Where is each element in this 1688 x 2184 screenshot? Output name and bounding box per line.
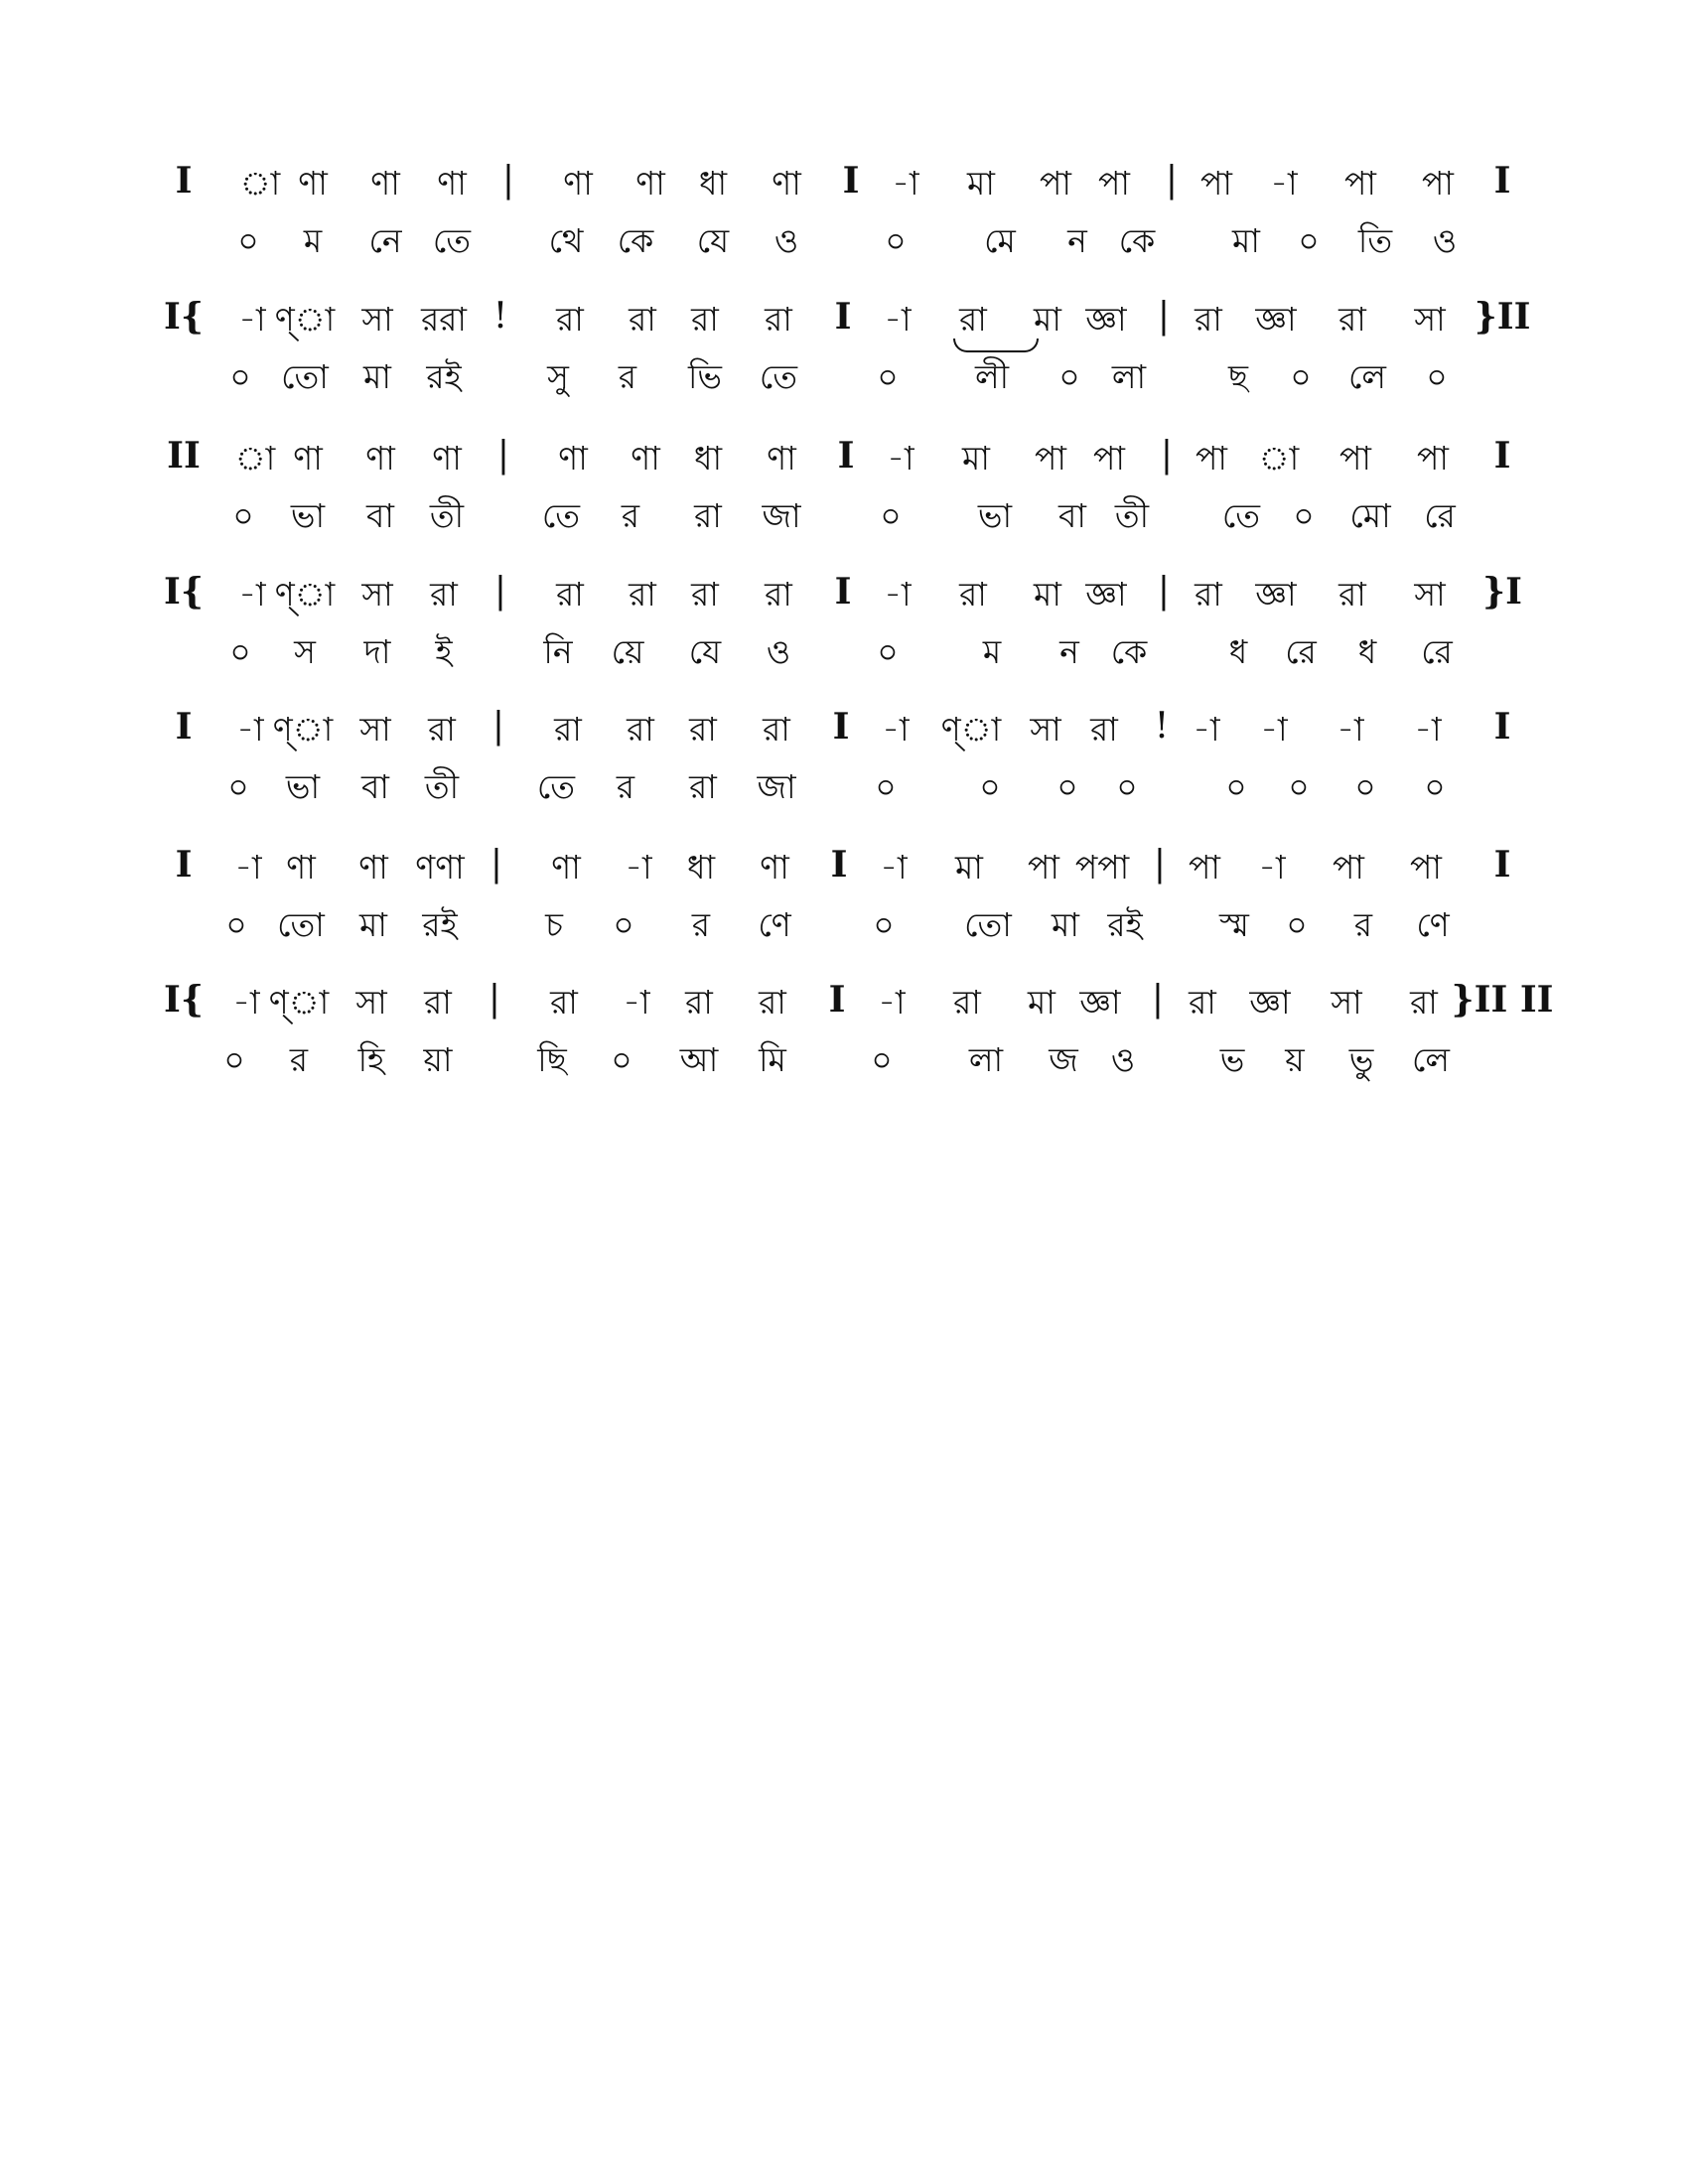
lyric-syllable: নে xyxy=(368,221,402,260)
stanza-6 xyxy=(0,844,1688,990)
lyric-syllable: ভা xyxy=(290,496,326,535)
notation-note: -া xyxy=(1260,710,1288,749)
lyric-syllable: ম xyxy=(982,632,1002,671)
lyric-syllable: মা xyxy=(1232,221,1260,260)
bar-line: | xyxy=(492,706,505,747)
lyric-syllable: ০ xyxy=(873,905,895,944)
lyric-syllable: ভ xyxy=(1219,1040,1245,1079)
notation-note: -া xyxy=(232,983,260,1022)
lyric-syllable: জা xyxy=(757,767,796,806)
notation-note: -া xyxy=(1258,848,1286,887)
bar-line: I xyxy=(1493,160,1511,202)
lyric-syllable: ণে xyxy=(758,905,791,944)
notation-note: মা xyxy=(1034,575,1061,614)
bar-line: | xyxy=(1165,160,1179,201)
lyric-syllable: আ xyxy=(679,1040,719,1079)
lyric-syllable: হি xyxy=(357,1040,385,1079)
notation-note: -া xyxy=(625,848,652,887)
lyric-syllable: ভু xyxy=(1348,1040,1374,1079)
notation-note: পা xyxy=(1040,164,1071,203)
bar-line: I xyxy=(832,706,850,748)
lyric-syllable: রই xyxy=(422,905,458,944)
notation-note: রা xyxy=(691,300,719,339)
notation-note: সা xyxy=(361,300,393,339)
notation-note: ণা xyxy=(551,848,581,887)
notation-note: রা xyxy=(763,710,790,749)
notation-note: ণা xyxy=(293,439,323,478)
lyric-syllable: ও xyxy=(1432,221,1458,260)
lyric-syllable: লী xyxy=(974,357,1010,396)
lyric-syllable: মে xyxy=(984,221,1016,260)
notation-note: রা xyxy=(685,983,713,1022)
notation-note: -া xyxy=(623,983,650,1022)
notation-note: -া xyxy=(1336,710,1364,749)
lyric-syllable: তী xyxy=(1114,496,1150,535)
lyric-syllable: তে xyxy=(759,357,798,396)
notation-note: সা xyxy=(359,710,391,749)
bar-line: | xyxy=(501,160,515,201)
notation-note: -া xyxy=(882,710,910,749)
notation-note: রা xyxy=(765,300,792,339)
bar-line: I{ xyxy=(164,571,204,613)
notation-note: সা xyxy=(1414,300,1446,339)
lyric-syllable: ০ xyxy=(1298,221,1320,260)
notation-note: ণা xyxy=(772,164,801,203)
notation-note: পা xyxy=(1417,439,1449,478)
lyric-syllable: ভা xyxy=(977,496,1013,535)
lyric-syllable: রা xyxy=(694,496,722,535)
notation-note: ণা xyxy=(358,848,388,887)
bar-line: }II xyxy=(1474,296,1531,338)
lyric-syllable: যে xyxy=(696,221,730,260)
lyric-syllable: ভা xyxy=(285,767,321,806)
notation-note: রা xyxy=(550,983,578,1022)
notation-note: রা xyxy=(1338,300,1366,339)
notation-note: -া xyxy=(892,164,919,203)
lyric-syllable: চ xyxy=(545,905,563,944)
lyric-syllable: তি xyxy=(1357,221,1393,260)
notation-note: ধা xyxy=(693,439,723,478)
notation-note: ণা xyxy=(365,439,395,478)
notation-note: মা xyxy=(1034,300,1061,339)
bar-line: | xyxy=(490,844,503,885)
notation-note: রা xyxy=(629,300,656,339)
notation-note: রা xyxy=(1195,575,1222,614)
lyric-syllable: মো xyxy=(1349,496,1391,535)
notation-note: া xyxy=(1258,439,1300,478)
notation-note: -া xyxy=(236,710,264,749)
lyric-syllable: লা xyxy=(968,1040,1004,1079)
notation-note: ণা xyxy=(760,848,789,887)
notation-note: ণণা xyxy=(415,848,465,887)
lyric-syllable: রা xyxy=(689,767,717,806)
notation-note: -া xyxy=(238,575,266,614)
notation-note: মা xyxy=(955,848,983,887)
lyric-syllable: য়া xyxy=(423,1040,453,1079)
bar-line: I xyxy=(175,844,193,886)
bar-line: I xyxy=(842,160,860,202)
notation-note: পা xyxy=(1200,164,1232,203)
notation-note: রা xyxy=(428,710,456,749)
notation-note: মা xyxy=(1028,983,1055,1022)
lyric-syllable: র xyxy=(621,496,640,535)
lyric-syllable: বা xyxy=(361,767,389,806)
lyric-syllable: য়ে xyxy=(611,632,644,671)
bar-line: I{ xyxy=(164,296,204,338)
notation-note: পা xyxy=(1344,164,1376,203)
notation-note: রা xyxy=(1090,710,1118,749)
lyric-syllable: ০ xyxy=(1426,357,1448,396)
lyric-syllable: ০ xyxy=(875,767,897,806)
lyric-syllable: রই xyxy=(1107,905,1143,944)
bar-line: }I xyxy=(1482,571,1522,613)
lyric-syllable: মা xyxy=(1052,905,1079,944)
notation-note: ণা xyxy=(558,439,588,478)
lyric-syllable: স্ম xyxy=(1219,905,1249,944)
stanza-7 xyxy=(0,979,1688,1125)
notation-note: রা xyxy=(424,983,452,1022)
notation-note: রা xyxy=(1338,575,1366,614)
notation-note: ধা xyxy=(698,164,728,203)
lyric-syllable: ন xyxy=(1067,221,1087,260)
lyric-syllable: রই xyxy=(426,357,462,396)
lyric-syllable: ছ xyxy=(1228,357,1248,396)
notation-note: -া xyxy=(878,983,906,1022)
lyric-syllable: তী xyxy=(429,496,465,535)
notation-note: ণা xyxy=(437,164,467,203)
notation-note: রা xyxy=(554,710,582,749)
lyric-syllable: ও xyxy=(774,221,799,260)
notation-note: জ্ঞা xyxy=(1249,983,1291,1022)
lyric-syllable: রে xyxy=(1421,632,1453,671)
bar-line: I xyxy=(830,844,848,886)
lyric-syllable: জ xyxy=(1049,1040,1078,1079)
lyric-syllable: ০ xyxy=(871,1040,893,1079)
notation-note: জ্ঞা xyxy=(1255,300,1297,339)
lyric-syllable: তে xyxy=(432,221,472,260)
lyric-syllable: লে xyxy=(1412,1040,1450,1079)
lyric-syllable: ধ xyxy=(1228,632,1248,671)
lyric-syllable: ০ xyxy=(877,632,899,671)
lyric-syllable: ও xyxy=(1110,1040,1136,1079)
stanza-4 xyxy=(0,571,1688,717)
notation-note: সা xyxy=(361,575,393,614)
lyric-syllable: ০ xyxy=(1288,767,1310,806)
lyric-syllable: ছি xyxy=(537,1040,567,1079)
notation-note: া xyxy=(239,164,281,203)
lyric-syllable: ০ xyxy=(1293,496,1315,535)
lyric-syllable: তী xyxy=(424,767,460,806)
bar-line: }II II xyxy=(1451,979,1554,1021)
lyric-syllable: ০ xyxy=(229,357,251,396)
lyric-syllable: ০ xyxy=(1058,357,1080,396)
lyric-syllable: ০ xyxy=(1286,905,1308,944)
lyric-syllable: ০ xyxy=(613,905,634,944)
notation-note: ণা xyxy=(298,164,328,203)
notation-note: জ্ঞা xyxy=(1085,300,1127,339)
notation-note: ণা xyxy=(370,164,400,203)
notation-note: ণা xyxy=(563,164,593,203)
stanza-2 xyxy=(0,296,1688,442)
bar-line: I xyxy=(828,979,846,1021)
notation-note: রা xyxy=(1195,300,1222,339)
notation-note: রা xyxy=(759,983,786,1022)
bar-line: | xyxy=(1157,571,1171,612)
notation-note: রা xyxy=(556,300,584,339)
notation-note: পা xyxy=(1196,439,1227,478)
stanza-1 xyxy=(0,160,1688,306)
notation-note: ণ্া xyxy=(940,710,1002,749)
lyric-syllable: তে xyxy=(541,496,581,535)
notation-note: রা xyxy=(430,575,458,614)
notation-note: ররা xyxy=(421,300,467,339)
bar-line: I xyxy=(834,296,852,338)
lyric-syllable: ০ xyxy=(1225,767,1247,806)
lyric-syllable: ণে xyxy=(1416,905,1450,944)
notation-note: ণা xyxy=(631,439,660,478)
notation-note: সা xyxy=(1030,710,1061,749)
lyric-syllable: ০ xyxy=(885,221,907,260)
notation-note: জ্ঞা xyxy=(1085,575,1127,614)
notation-note: রা xyxy=(556,575,584,614)
bar-line: ! xyxy=(492,296,508,337)
notation-note: পা xyxy=(1410,848,1442,887)
notation-note: সা xyxy=(1331,983,1362,1022)
lyric-syllable: র xyxy=(289,1040,309,1079)
lyric-syllable: ভি xyxy=(687,357,723,396)
notation-note: রা xyxy=(959,575,987,614)
lyric-syllable: রে xyxy=(1285,632,1317,671)
lyric-syllable: জা xyxy=(762,496,801,535)
lyric-syllable: মা xyxy=(363,357,391,396)
notation-note: পা xyxy=(1028,848,1059,887)
notation-note: জ্ঞা xyxy=(1255,575,1297,614)
bar-line: | xyxy=(496,435,510,476)
notation-note: ণা xyxy=(635,164,665,203)
lyric-syllable: বা xyxy=(1058,496,1086,535)
notation-note: -া xyxy=(1414,710,1442,749)
notation-note: রা xyxy=(959,300,987,339)
stanza-3 xyxy=(0,435,1688,581)
lyric-syllable: মা xyxy=(359,905,387,944)
stanza-5 xyxy=(0,706,1688,852)
notation-note: পা xyxy=(1189,848,1220,887)
lyric-syllable: ধ xyxy=(1357,632,1377,671)
bar-line: | xyxy=(1153,844,1167,885)
notation-note: পা xyxy=(1339,439,1371,478)
notation-note: -া xyxy=(887,439,914,478)
lyric-syllable: মি xyxy=(759,1040,786,1079)
notation-note: রা xyxy=(627,710,654,749)
notation-note: সা xyxy=(1414,575,1446,614)
notation-note: পা xyxy=(1035,439,1066,478)
bar-line: II xyxy=(167,435,201,477)
notation-note: জ্ঞা xyxy=(1079,983,1121,1022)
notation-note: -া xyxy=(1193,710,1220,749)
notation-note: -া xyxy=(884,300,912,339)
notation-note: পা xyxy=(1422,164,1454,203)
notation-note: পা xyxy=(1093,439,1125,478)
notation-note: রা xyxy=(689,710,717,749)
notation-note: -া xyxy=(238,300,266,339)
lyric-syllable: ০ xyxy=(979,767,1001,806)
lyric-syllable: লা xyxy=(1111,357,1147,396)
lyric-syllable: ম xyxy=(303,221,323,260)
lyric-syllable: তো xyxy=(277,905,325,944)
notation-note: মা xyxy=(967,164,995,203)
lyric-syllable: র xyxy=(616,767,635,806)
notation-note: পা xyxy=(1333,848,1364,887)
lyric-syllable: ০ xyxy=(229,632,251,671)
lyric-syllable: তো xyxy=(964,905,1012,944)
lyric-syllable: র xyxy=(1353,905,1373,944)
notation-note: রা xyxy=(629,575,656,614)
lyric-syllable: ০ xyxy=(225,905,247,944)
notation-note: ণ্া xyxy=(272,710,334,749)
bar-line: | xyxy=(1157,296,1171,337)
lyric-syllable: ও xyxy=(766,632,791,671)
notation-note: পপা xyxy=(1074,848,1130,887)
lyric-syllable: ন xyxy=(1059,632,1079,671)
lyric-syllable: ০ xyxy=(237,221,259,260)
lyric-syllable: ০ xyxy=(1424,767,1446,806)
lyric-syllable: নি xyxy=(543,632,573,671)
lyric-syllable: র xyxy=(691,905,711,944)
bar-line: | xyxy=(488,979,501,1020)
lyric-syllable: ০ xyxy=(1354,767,1376,806)
notation-note: ণা xyxy=(432,439,462,478)
bar-line: I xyxy=(1493,435,1511,477)
notation-note: রা xyxy=(1189,983,1216,1022)
notation-note: মা xyxy=(962,439,990,478)
lyric-syllable: য় xyxy=(1285,1040,1305,1079)
bar-line: | xyxy=(1160,435,1174,476)
lyric-syllable: ০ xyxy=(1290,357,1312,396)
notation-note: -া xyxy=(884,575,912,614)
lyric-syllable: লে xyxy=(1348,357,1386,396)
bar-line: ! xyxy=(1154,706,1170,747)
lyric-syllable: র xyxy=(618,357,637,396)
notation-note: রা xyxy=(953,983,981,1022)
notation-note: রা xyxy=(691,575,719,614)
lyric-syllable: ই xyxy=(435,632,453,671)
notation-note: ণা xyxy=(767,439,796,478)
lyric-syllable: কে xyxy=(1118,221,1156,260)
bar-line: I xyxy=(175,706,193,748)
lyric-syllable: ০ xyxy=(880,496,902,535)
lyric-syllable: কে xyxy=(1110,632,1148,671)
notation-note: -া xyxy=(234,848,262,887)
lyric-syllable: ০ xyxy=(1116,767,1138,806)
lyric-syllable: ০ xyxy=(232,496,254,535)
bar-line: I xyxy=(175,160,193,202)
lyric-syllable: রে xyxy=(1424,496,1456,535)
lyric-syllable: কে xyxy=(617,221,654,260)
lyric-syllable: ০ xyxy=(223,1040,245,1079)
lyric-syllable: থে xyxy=(548,221,584,260)
lyric-syllable: তো xyxy=(281,357,329,396)
notation-note: ধা xyxy=(686,848,716,887)
notation-note: ণ্া xyxy=(274,300,336,339)
lyric-syllable: সু xyxy=(547,357,569,396)
notation-note: পা xyxy=(1098,164,1130,203)
bar-line: I xyxy=(1493,844,1511,886)
lyric-syllable: দা xyxy=(363,632,391,671)
notation-note: া xyxy=(234,439,276,478)
notation-note: -া xyxy=(1270,164,1298,203)
notation-note: রা xyxy=(765,575,792,614)
lyric-syllable: তে xyxy=(1221,496,1261,535)
bar-line: I xyxy=(837,435,855,477)
slur-mark xyxy=(953,339,1039,352)
notation-note: ণ্া xyxy=(268,983,330,1022)
notation-note: ণ্া xyxy=(274,575,336,614)
lyric-syllable: ০ xyxy=(227,767,249,806)
lyric-syllable: স xyxy=(294,632,316,671)
lyric-syllable: বা xyxy=(366,496,394,535)
bar-line: I xyxy=(834,571,852,613)
bar-line: | xyxy=(493,571,507,612)
bar-line: I{ xyxy=(164,979,204,1021)
lyric-syllable: ০ xyxy=(611,1040,633,1079)
notation-note: ণা xyxy=(286,848,316,887)
lyric-syllable: যে xyxy=(688,632,722,671)
notation-note: সা xyxy=(355,983,387,1022)
bar-line: I xyxy=(1493,706,1511,748)
notation-note: রা xyxy=(1410,983,1438,1022)
bar-line: | xyxy=(1151,979,1165,1020)
lyric-syllable: ০ xyxy=(1056,767,1078,806)
lyric-syllable: তে xyxy=(536,767,576,806)
notation-note: -া xyxy=(880,848,908,887)
lyric-syllable: ০ xyxy=(877,357,899,396)
